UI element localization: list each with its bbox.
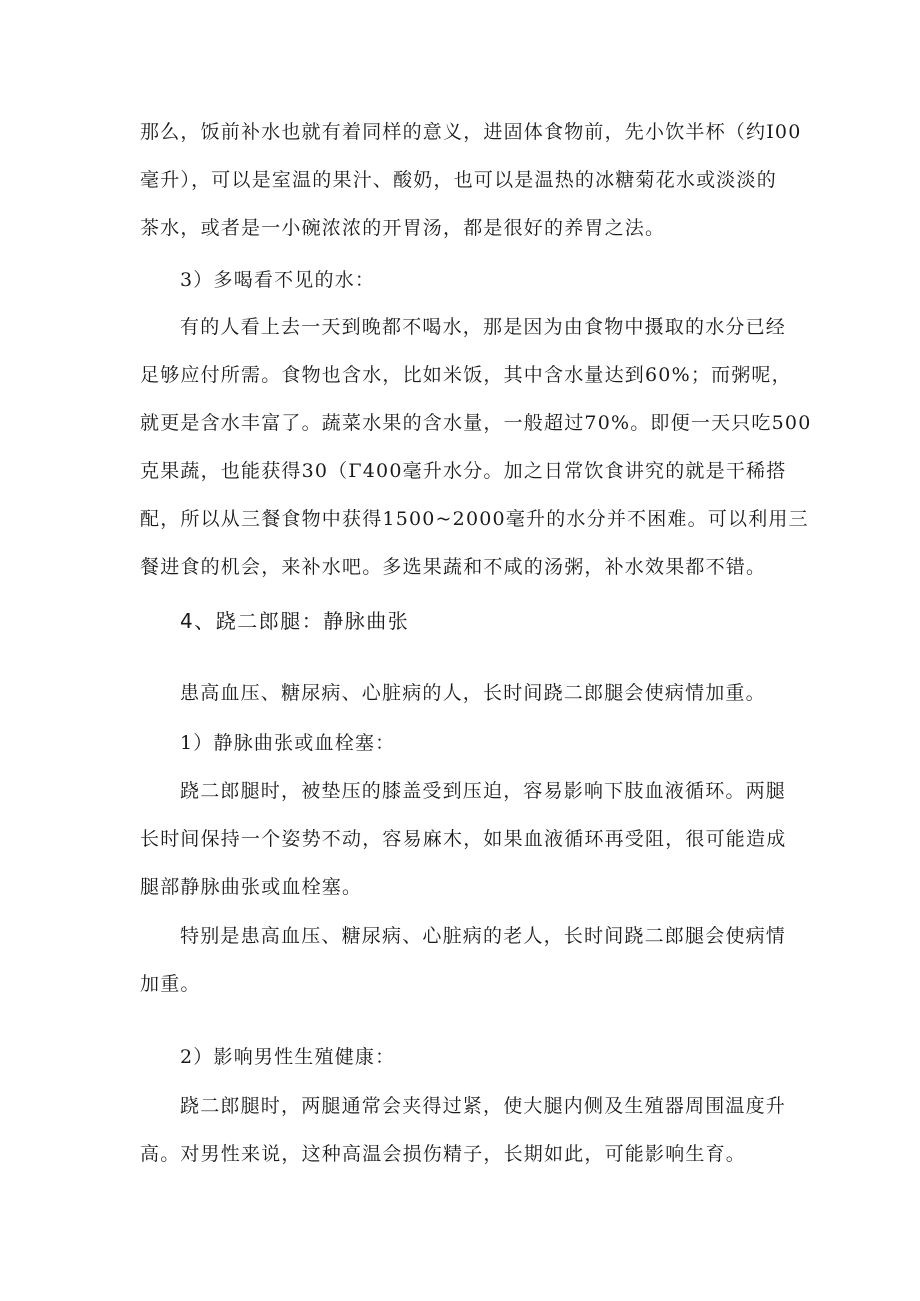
paragraph-line: 跷二郎腿时，被垫压的膝盖受到压迫，容易影响下肢血液循环。两腿 — [180, 780, 787, 802]
paragraph-line: 高。对男性来说，这种高温会损伤精子，长期如此，可能影响生育。 — [140, 1143, 747, 1165]
subheading-3: 3）多喝看不见的水： — [180, 269, 376, 291]
paragraph-line: 那么，饭前补水也就有着同样的意义，进固体食物前，先小饮半杯（约I00 — [140, 121, 802, 143]
paragraph-line: 毫升），可以是室温的果汁、酸奶，也可以是温热的冰糖菊花水或淡淡的 — [140, 169, 777, 191]
subheading-1: 1）静脉曲张或血栓塞： — [180, 732, 396, 754]
paragraph-line: 特别是患高血压、糖尿病、心脏病的老人，长时间跷二郎腿会使病情 — [180, 925, 787, 947]
subheading-2: 2）影响男性生殖健康： — [180, 1046, 396, 1068]
paragraph-line: 有的人看上去一天到晚都不喝水，那是因为由食物中摄取的水分已经 — [180, 316, 787, 338]
paragraph-line: 腿部静脉曲张或血栓塞。 — [140, 876, 363, 898]
paragraph-line: 跷二郎腿时，两腿通常会夹得过紧，使大腿内侧及生殖器周围温度升 — [180, 1095, 787, 1117]
paragraph-line: 餐进食的机会，来补水吧。多选果蔬和不咸的汤粥，补水效果都不错。 — [140, 556, 767, 578]
paragraph-line: 配，所以从三餐食物中获得1500~2000毫升的水分并不困难。可以利用三 — [140, 508, 809, 530]
paragraph-line: 长时间保持一个姿势不动，容易麻木，如果血液循环再受阻，很可能造成 — [140, 828, 787, 850]
paragraph-line: 茶水，或者是一小碗浓浓的开胃汤，都是很好的养胃之法。 — [140, 217, 666, 239]
paragraph-line: 就更是含水丰富了。蔬菜水果的含水量，一般超过70%。即便一天只吃500 — [140, 412, 812, 434]
paragraph-line: 足够应付所需。食物也含水，比如米饭，其中含水量达到60%；而粥呢， — [140, 364, 792, 386]
section-heading-4: 4、跷二郎腿：静脉曲张 — [180, 609, 410, 633]
paragraph-line: 患高血压、糖尿病、心脏病的人，长时间跷二郎腿会使病情加重。 — [180, 682, 766, 704]
paragraph-line: 加重。 — [140, 973, 201, 995]
paragraph-line: 克果蔬，也能获得30（Γ400毫升水分。加之日常饮食讲究的就是干稀搭 — [140, 460, 787, 482]
